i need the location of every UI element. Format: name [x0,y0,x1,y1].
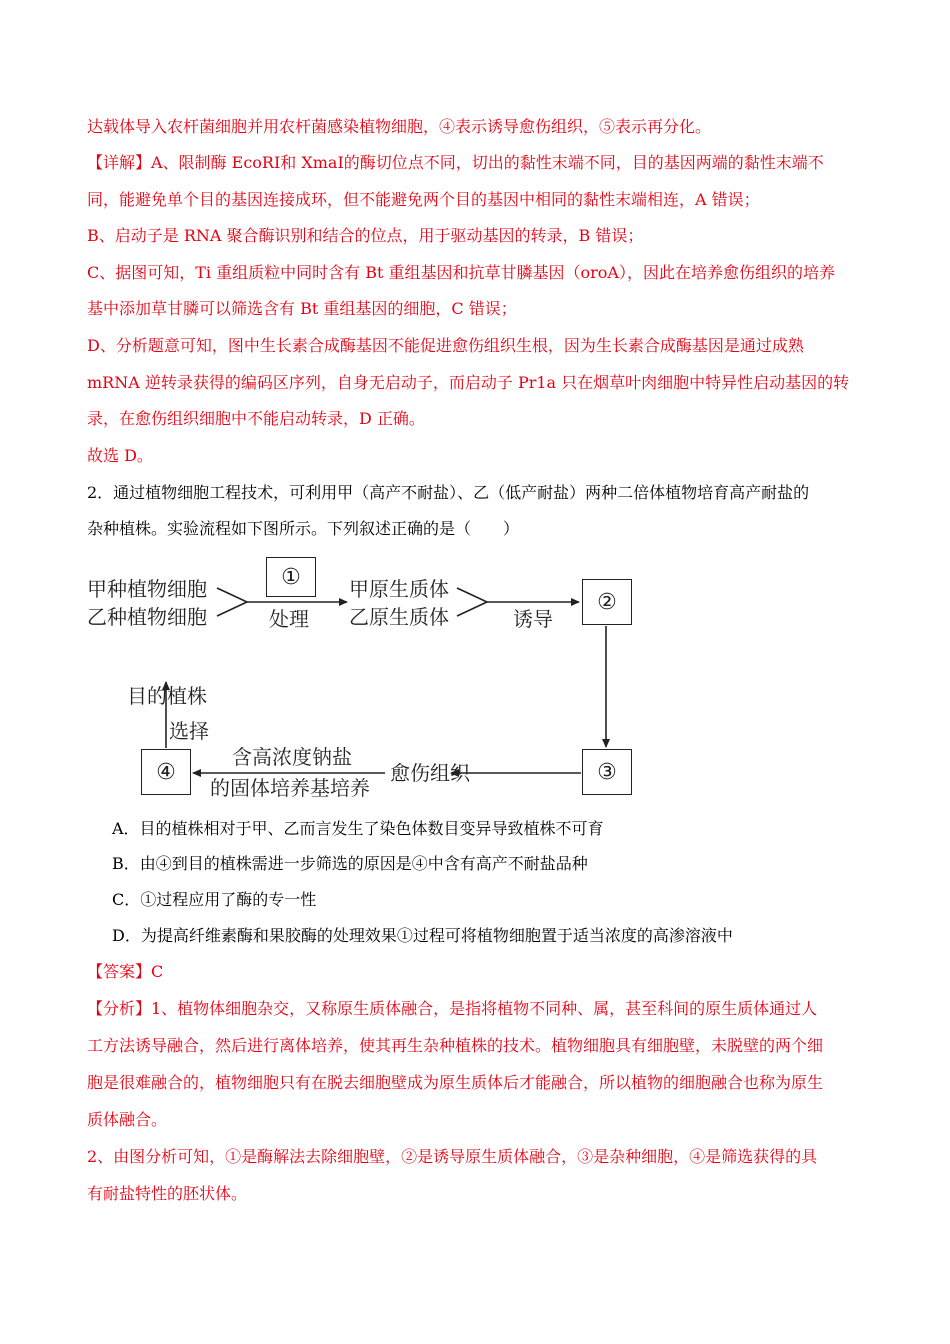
explanation-line: B、启动子是 RNA 聚合酶识别和结合的位点，用于驱动基因的转录，B 错误； [87,226,644,245]
option-a: A．目的植株相对于甲、乙而言发生了染色体数目变异导致植株不可育 [112,819,604,838]
select-label: 选择 [169,719,209,743]
experiment-flow-diagram [85,552,645,812]
analysis-line: 胞是很难融合的，植物细胞只有在脱去细胞壁成为原生质体后才能融合，所以植物的细胞融合也称为原生 [87,1073,824,1092]
question-stem: 2．通过植物细胞工程技术，可利用甲（高产不耐盐）、乙（低产耐盐）两种二倍体植物培育高产耐盐的 [87,483,810,502]
cell-b-label: 乙种植物细胞 [87,605,207,629]
explanation-line: 【详解】A、限制酶 EcoRⅠ和 XmaⅠ的酶切位点不同，切出的黏性末端不同，目的基因两端的黏性末端不 [87,153,824,172]
explanation-line: 同，能避免单个目的基因连接成环，但不能避免两个目的基因中相同的黏性末端相连，A 错误； [87,190,760,209]
analysis-line: 【分析】1、植物体细胞杂交，又称原生质体融合，是指将植物不同种、属，甚至科间的原生质体通过人 [87,999,818,1018]
question-stem: 杂种植株。实验流程如下图所示。下列叙述正确的是（ ） [87,519,520,538]
analysis-line: 有耐盐特性的胚状体。 [87,1184,248,1203]
target-plant-label: 目的植株 [127,684,207,708]
analysis-line: 质体融合。 [87,1110,168,1129]
analysis-line: 工方法诱导融合，然后进行离体培养，使其再生杂种植株的技术。植物细胞具有细胞壁，未脱壁的两个细 [87,1036,824,1055]
explanation-line: 故选 D。 [87,446,153,465]
process-label: 处理 [269,607,309,631]
protoplast-a-label: 甲原生质体 [349,577,449,601]
option-d: D．为提高纤维素酶和果胶酶的处理效果①过程可将植物细胞置于适当浓度的高渗溶液中 [112,926,733,945]
explanation-line: 基中添加草甘膦可以筛选含有 Bt 重组基因的细胞，C 错误； [87,299,517,318]
callus-label: 愈伤组织 [390,761,470,785]
step-box-1: ① [266,557,316,597]
cell-a-label: 甲种植物细胞 [87,577,207,601]
explanation-line: 达载体导入农杆菌细胞并用农杆菌感染植物细胞，④表示诱导愈伤组织，⑤表示再分化。 [87,117,712,136]
induce-label: 诱导 [513,607,553,631]
medium-label-2: 的固体培养基培养 [210,776,370,800]
explanation-line: mRNA 逆转录获得的编码区序列，自身无启动子，而启动子 Pr1a 只在烟草叶肉细胞中特异性启动基因的转 [87,373,850,392]
step-box-3: ③ [582,749,632,795]
explanation-line: 录，在愈伤组织细胞中不能启动转录，D 正确。 [87,409,425,428]
analysis-line: 2、由图分析可知，①是酶解法去除细胞壁，②是诱导原生质体融合，③是杂种细胞，④是筛选获得的具 [87,1147,818,1166]
medium-label-1: 含高浓度钠盐 [232,745,352,769]
explanation-line: C、据图可知，Ti 重组质粒中同时含有 Bt 重组基因和抗草甘膦基因（oroA），因此在培养愈伤组织的培养 [87,263,835,282]
protoplast-b-label: 乙原生质体 [349,605,449,629]
answer-line: 【答案】C [87,962,164,981]
step-box-2: ② [582,579,632,625]
explanation-line: D、分析题意可知，图中生长素合成酶基因不能促进愈伤组织生根，因为生长素合成酶基因是通过成熟 [87,336,804,355]
option-c: C．①过程应用了酶的专一性 [112,890,317,909]
step-box-4: ④ [141,749,191,795]
option-b: B．由④到目的植株需进一步筛选的原因是④中含有高产不耐盐品种 [112,854,588,873]
